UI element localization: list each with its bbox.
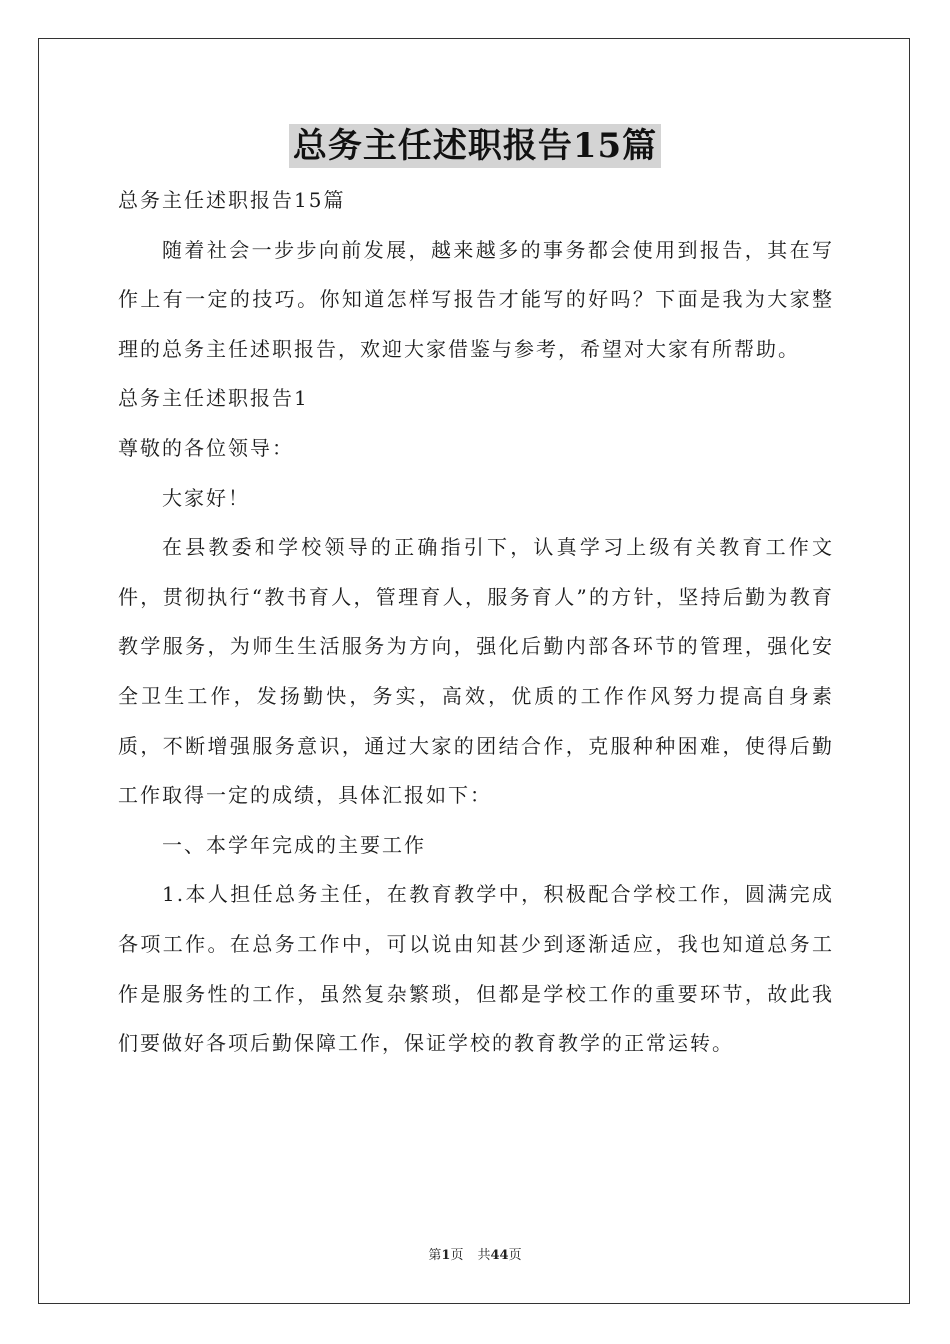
total-suffix: 页 [508, 1248, 522, 1263]
page-footer [0, 1244, 950, 1263]
section-heading: 总务主任述职报告1 [118, 386, 309, 411]
title-container [0, 124, 950, 168]
document-title: 总务主任述职报告15篇 [289, 124, 661, 168]
page-number: 1 [441, 1248, 451, 1263]
salutation: 尊敬的各位领导： [118, 435, 294, 460]
paragraph: 1.本人担任总务主任，在教育教学中，积极配合学校工作，圆满完成各项工作。在总务工作中，可以说由知甚少到逐渐适应，我也知道总务工作是服务性的工作，虽然复杂繁琐，但都是学校工作的重要环节，故此我们要做好各项后勤保障工作，保证学校的教育教学的正常运转。 [118, 882, 834, 1056]
paragraph: 随着社会一步步向前发展，越来越多的事务都会使用到报告，其在写作上有一定的技巧。你知道怎样写报告才能写的好吗？下面是我为大家整理的总务主任述职报告，欢迎大家借鉴与参考，希望对大家有所帮助。 [118, 237, 834, 361]
page-suffix: 页 [450, 1248, 464, 1263]
total-prefix: 共 [477, 1248, 491, 1263]
paragraph: 总务主任述职报告15篇 [118, 188, 346, 212]
document-body [118, 176, 834, 1069]
paragraph: 在县教委和学校领导的正确指引下，认真学习上级有关教育工作文件，贯彻执行“教书育人，管理育人，服务育人”的方针，坚持后勤为教育教学服务，为师生生活服务为方向，强化后勤内部各环节的管理，强化安全卫生工作，发扬勤快，务实，高效，优质的工作作风努力提高自身素质，不断增强服务意识，通过大家的团结合作，克服种种困难，使得后勤工作取得一定的成绩，具体汇报如下： [118, 535, 834, 808]
greeting: 大家好！ [162, 485, 250, 510]
page-prefix: 第 [428, 1248, 442, 1263]
total-pages: 44 [490, 1248, 509, 1263]
subheading: 一、本学年完成的主要工作 [162, 832, 426, 857]
